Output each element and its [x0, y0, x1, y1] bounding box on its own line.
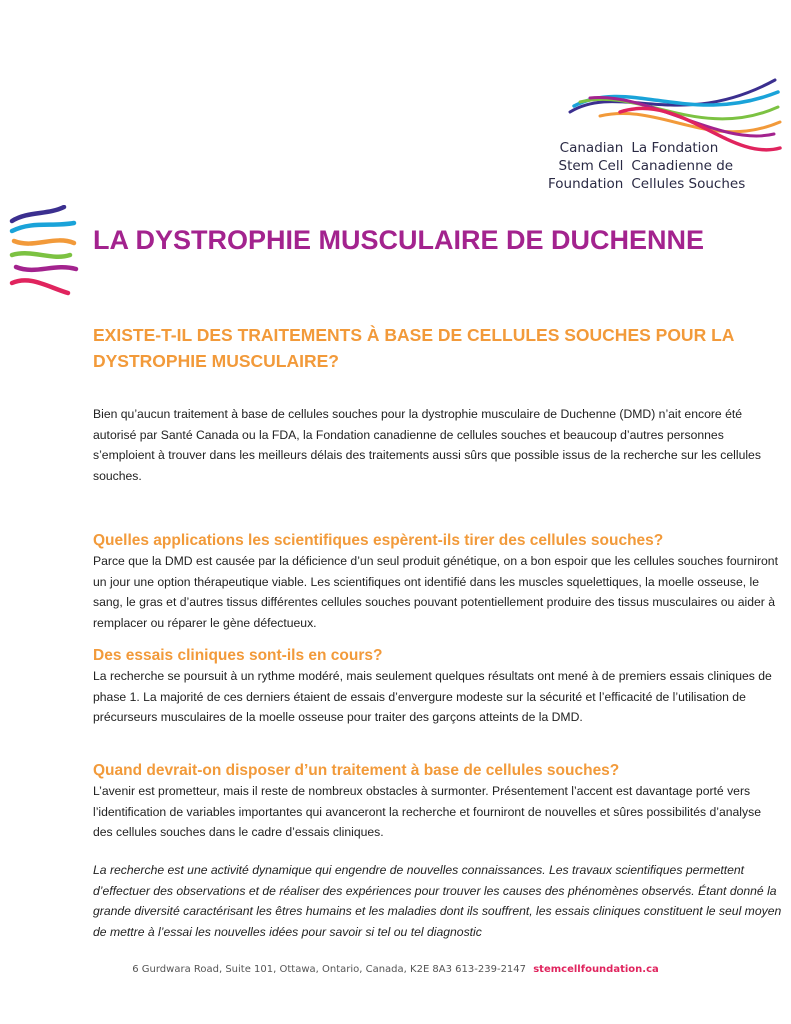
logo-en-line: Foundation: [548, 176, 624, 192]
logo-fr-line: Cellules Souches: [631, 176, 746, 192]
section-heading: Des essais cliniques sont-ils en cours?: [93, 647, 383, 664]
page-subtitle: EXISTE-T-IL DES TRAITEMENTS À BASE DE CELLULES SOUCHES POUR LA DYSTROPHIE MUSCULAIRE?: [93, 325, 734, 371]
side-ribbons-icon: [8, 205, 80, 297]
logo-english-name: [548, 139, 623, 193]
footer-website-link[interactable]: stemcellfoundation.ca: [533, 964, 659, 975]
logo-fr-line: La Fondation: [631, 140, 719, 156]
logo-fr-line: Canadienne de: [631, 158, 734, 174]
footer-address: 6 Gurdwara Road, Suite 101, Ottawa, Ontario, Canada, K2E 8A3 613-239-2147: [132, 964, 527, 975]
intro-paragraph: Bien qu’aucun traitement à base de cellules souches pour la dystrophie musculaire de Duchenne (DMD) n’ait encore été autorisé par Santé Canada ou la FDA, la Fondation canadienne de cellules souches et beaucoup d’autres personnes s’emploient à trouver dans les meilleurs délais des traitements aussi sûrs que possible issus de la recherche sur les cellules souches.: [93, 407, 761, 483]
section-clinical-trials: [93, 646, 779, 728]
section-timeline: [93, 761, 779, 843]
section-heading: Quand devrait-on disposer d’un traitement à base de cellules souches?: [93, 762, 620, 779]
page-footer: [0, 964, 791, 975]
section-heading: Quelles applications les scientifiques espèrent-ils tirer des cellules souches?: [93, 532, 664, 549]
section-applications: [93, 531, 779, 633]
page-title: LA DYSTROPHIE MUSCULAIRE DE DUCHENNE: [93, 225, 705, 255]
section-body: Parce que la DMD est causée par la déficience d’un seul produit génétique, on a bon espoir que les cellules souches fourniront un jour une option thérapeutique viable. Les scientifiques ont identifié dans les muscles squelettiques, la moelle osseuse, le sang, le gras et d’autres tissus différentes cellules souches pouvant potentiellement produire des tissus musculaires ou aider à remplacer ou réparer le gène défectueux.: [93, 554, 778, 630]
logo-en-line: Canadian: [559, 140, 624, 156]
foundation-logo-text: [548, 139, 745, 193]
research-note-paragraph: La recherche est une activité dynamique qui engendre de nouvelles connaissances. Les travaux scientifiques permettent d’effectuer des observations et de réaliser des expériences pour trouver les causes des phénomènes observés. Étant donné la grande diversité caractérisant les êtres humains et les maladies dont ils souffrent, les essais cliniques constituent le seul moyen de mettre à l’essai les nouvelles idées pour savoir si tel ou tel diagnostic: [93, 863, 782, 939]
logo-french-name: [631, 139, 745, 193]
section-body: La recherche se poursuit à un rythme modéré, mais seulement quelques résultats ont mené à de premiers essais cliniques de phase 1. La majorité de ces derniers étaient de essais d’envergure modeste sur la sécurité et l’efficacité de l’utilisation de précurseurs musculaires de la moelle osseuse pour traiter des garçons atteints de la DMD.: [93, 669, 772, 724]
logo-en-line: Stem Cell: [558, 158, 624, 174]
section-body: L’avenir est prometteur, mais il reste de nombreux obstacles à surmonter. Présentement l’accent est davantage porté vers l’identification de variables importantes qui avanceront la recherche et fourniront de nouvelles et sûres possibilités d’analyse des cellules souches dans le cadre d’essais cliniques.: [93, 784, 761, 839]
